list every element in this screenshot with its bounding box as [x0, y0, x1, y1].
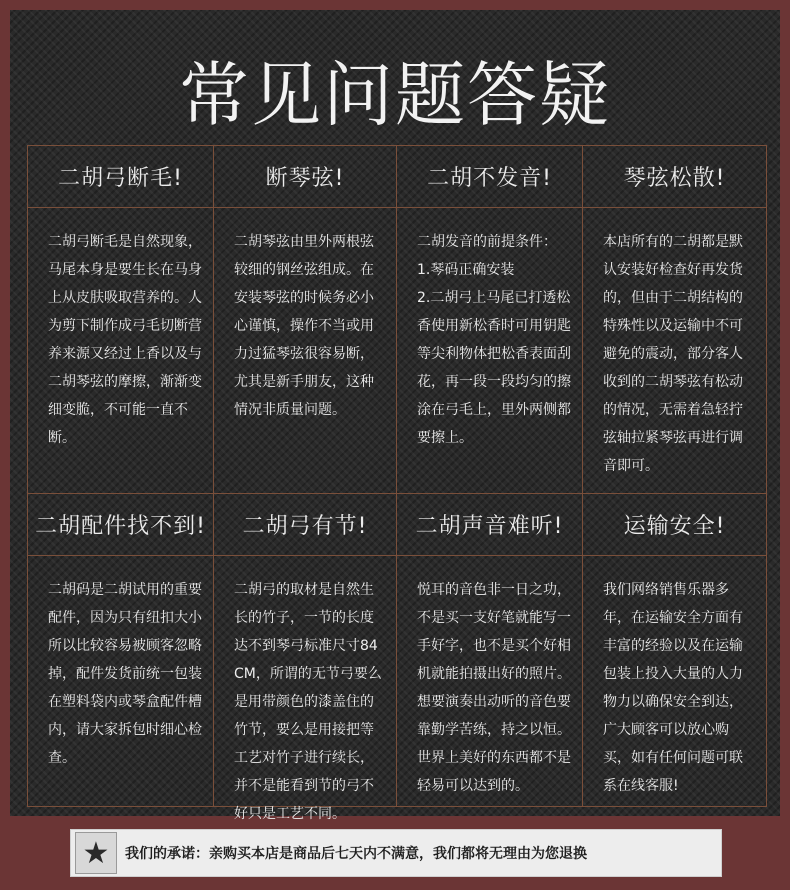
faq-answer: 二胡弓断毛是自然现象，马尾本身是要生长在马身上从皮肤吸取营养的。人为剪下制作成弓毛切断营养来源又经过上香以及与二胡琴弦的摩擦，渐渐变细变脆，不可能一直不断。	[28, 208, 214, 494]
faq-heading: 二胡声音难听!	[397, 494, 583, 556]
faq-heading: 二胡弓有节!	[214, 494, 397, 556]
faq-heading: 二胡弓断毛!	[28, 146, 214, 208]
promise-banner	[70, 829, 722, 877]
faq-answer: 本店所有的二胡都是默认安装好检查好再发货的，但由于二胡结构的特殊性以及运输中不可避免的震动，部分客人收到的二胡琴弦有松动的情况，无需着急轻拧弦轴拉紧琴弦再进行调音即可。	[583, 208, 766, 494]
faq-answer: 二胡琴弦由里外两根弦较细的钢丝弦组成。在安装琴弦的时候务必小心谨慎，操作不当或用力过猛琴弦很容易断，尤其是新手朋友，这种情况非质量问题。	[214, 208, 397, 494]
faq-grid	[27, 145, 767, 822]
faq-heading: 运输安全!	[583, 494, 766, 556]
faq-answer: 二胡码是二胡试用的重要配件，因为只有纽扣大小所以比较容易被顾客忽略掉，配件发货前统一包装在塑料袋内或琴盒配件槽内，请大家拆包时细心检查。	[28, 556, 214, 806]
faq-answer: 二胡弓的取材是自然生长的竹子，一节的长度达不到琴弓标准尺寸84CM，所谓的无节弓要么是用带颜色的漆盖住的竹节，要么是用接把等工艺对竹子进行续长，并不是能看到节的弓不好只是工艺不同。	[214, 556, 397, 806]
faq-heading: 琴弦松散!	[583, 146, 766, 208]
faq-answer: 我们网络销售乐器多年，在运输安全方面有丰富的经验以及在运输包装上投入大量的人力物力以确保安全到达，广大顾客可以放心购买，如有任何问题可联系在线客服!	[603, 582, 743, 794]
faq-heading: 二胡不发音!	[397, 146, 583, 208]
promise-text: 我们的承诺：亲购买本店是商品后七天内不满意，我们都将无理由为您退换	[125, 846, 587, 862]
faq-answer: 二胡发音的前提条件： 1.琴码正确安装 2.二胡弓上马尾已打透松香使用新松香时可用钥匙等尖利物体把松香表面刮花，再一段一段均匀的擦涂在弓毛上，里外两侧都要擦上。	[397, 208, 583, 494]
faq-heading: 断琴弦!	[214, 146, 397, 208]
faq-answer: 悦耳的音色非一日之功，不是买一支好笔就能写一手好字，也不是买个好相机就能拍摄出好的照片。想要演奏出动听的音色要靠勤学苦练，持之以恒。世界上美好的东西都不是轻易可以达到的。	[397, 556, 583, 806]
faq-panel	[10, 10, 780, 822]
faq-heading: 二胡配件找不到!	[28, 494, 214, 556]
star-icon: ★	[75, 832, 117, 874]
page-title: 常见问题答疑	[179, 54, 611, 136]
